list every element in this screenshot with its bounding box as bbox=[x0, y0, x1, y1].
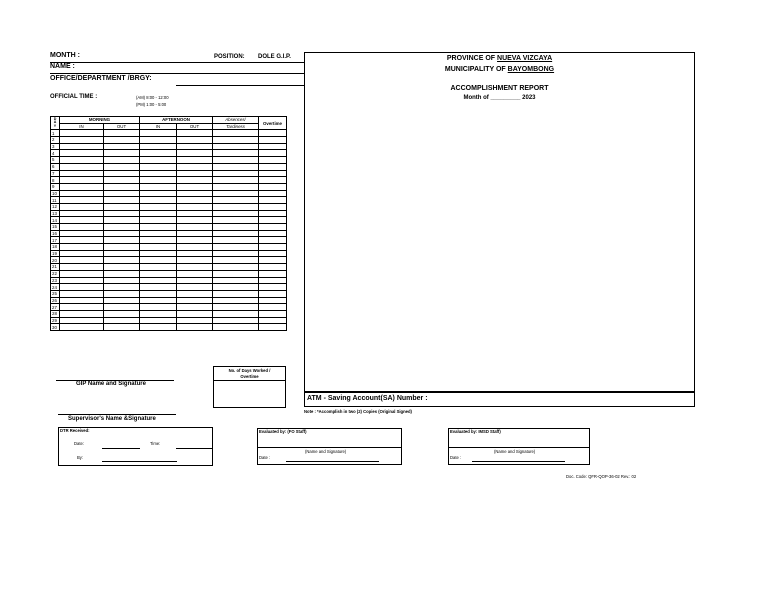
morning-in-cell[interactable] bbox=[60, 317, 104, 324]
morning-in-cell[interactable] bbox=[60, 324, 104, 331]
afternoon-out-cell[interactable] bbox=[177, 197, 213, 204]
morning-out-cell[interactable] bbox=[104, 250, 140, 257]
office-field-line bbox=[176, 85, 304, 86]
afternoon-out-cell[interactable] bbox=[177, 137, 213, 144]
afternoon-in-header: IN bbox=[140, 123, 177, 130]
supervisor-signature-label: Supervisor's Name &Signature bbox=[68, 416, 156, 422]
day-cell: 9 bbox=[51, 183, 60, 190]
afternoon-out-cell[interactable] bbox=[177, 230, 213, 237]
afternoon-out-header: OUT bbox=[177, 123, 213, 130]
overtime-cell[interactable] bbox=[259, 290, 287, 297]
day-cell: 20 bbox=[51, 257, 60, 264]
afternoon-in-cell[interactable] bbox=[140, 257, 177, 264]
absences-cell[interactable] bbox=[213, 324, 259, 331]
overtime-cell[interactable] bbox=[259, 137, 287, 144]
afternoon-out-cell[interactable] bbox=[177, 317, 213, 324]
report-title: ACCOMPLISHMENT REPORT bbox=[450, 85, 549, 92]
absences-cell[interactable] bbox=[213, 217, 259, 224]
morning-out-cell[interactable] bbox=[104, 130, 140, 137]
morning-out-cell[interactable] bbox=[104, 230, 140, 237]
municipality-name: BAYOMBONG bbox=[507, 66, 555, 73]
overtime-cell[interactable] bbox=[259, 197, 287, 204]
absences-cell[interactable] bbox=[213, 210, 259, 217]
table-row bbox=[51, 157, 287, 164]
morning-in-cell[interactable] bbox=[60, 210, 104, 217]
overtime-cell[interactable] bbox=[259, 264, 287, 271]
table-row bbox=[51, 197, 287, 204]
afternoon-header: AFTERNOON bbox=[140, 117, 213, 124]
month-of: Month of _________ 2023 bbox=[463, 95, 536, 101]
morning-out-cell[interactable] bbox=[104, 177, 140, 184]
atm-label: ATM - Saving Account(SA) Number : bbox=[307, 395, 428, 402]
dtr-by-label: By: bbox=[77, 455, 84, 460]
morning-out-cell[interactable] bbox=[104, 264, 140, 271]
pm-time: (PM) 1:00 - 5:00 bbox=[136, 102, 167, 107]
imsd-name-signature: (Name and Signature) bbox=[494, 449, 536, 454]
morning-in-header: IN bbox=[60, 123, 104, 130]
afternoon-out-cell[interactable] bbox=[177, 250, 213, 257]
afternoon-out-cell[interactable] bbox=[177, 150, 213, 157]
afternoon-in-cell[interactable] bbox=[140, 190, 177, 197]
morning-in-cell[interactable] bbox=[60, 277, 104, 284]
afternoon-in-cell[interactable] bbox=[140, 250, 177, 257]
day-cell: 29 bbox=[51, 317, 60, 324]
table-row bbox=[51, 217, 287, 224]
divider bbox=[448, 447, 590, 448]
afternoon-in-cell[interactable] bbox=[140, 137, 177, 144]
afternoon-in-cell[interactable] bbox=[140, 290, 177, 297]
day-cell: 18 bbox=[51, 244, 60, 251]
fo-name-signature: (Name and Signature) bbox=[305, 449, 347, 454]
morning-out-cell[interactable] bbox=[104, 297, 140, 304]
morning-in-cell[interactable] bbox=[60, 244, 104, 251]
table-row bbox=[51, 230, 287, 237]
position-label: POSITION: bbox=[214, 54, 245, 60]
table-row bbox=[51, 137, 287, 144]
afternoon-in-cell[interactable] bbox=[140, 297, 177, 304]
morning-out-cell[interactable] bbox=[104, 170, 140, 177]
morning-out-cell[interactable] bbox=[104, 317, 140, 324]
absences-cell[interactable] bbox=[213, 224, 259, 231]
table-row bbox=[51, 190, 287, 197]
table-row bbox=[51, 183, 287, 190]
overtime-cell[interactable] bbox=[259, 190, 287, 197]
month-label: MONTH : bbox=[50, 52, 80, 59]
table-row bbox=[51, 177, 287, 184]
morning-in-cell[interactable] bbox=[60, 304, 104, 311]
day-cell: 27 bbox=[51, 304, 60, 311]
afternoon-out-cell[interactable] bbox=[177, 210, 213, 217]
morning-in-cell[interactable] bbox=[60, 137, 104, 144]
morning-out-cell[interactable] bbox=[104, 150, 140, 157]
fo-date-label: Date : bbox=[259, 455, 271, 460]
table-row bbox=[51, 237, 287, 244]
morning-out-cell[interactable] bbox=[104, 304, 140, 311]
afternoon-in-cell[interactable] bbox=[140, 237, 177, 244]
absences-cell[interactable] bbox=[213, 137, 259, 144]
afternoon-in-cell[interactable] bbox=[140, 284, 177, 291]
afternoon-in-cell[interactable] bbox=[140, 310, 177, 317]
absences-cell[interactable] bbox=[213, 237, 259, 244]
divider bbox=[257, 447, 402, 448]
absences-cell[interactable] bbox=[213, 244, 259, 251]
morning-in-cell[interactable] bbox=[60, 237, 104, 244]
imsd-signature-line bbox=[472, 461, 565, 462]
position-value: DOLE G.I.P. bbox=[258, 54, 291, 60]
morning-in-cell[interactable] bbox=[60, 297, 104, 304]
afternoon-out-cell[interactable] bbox=[177, 290, 213, 297]
tardiness-header: Tardiness bbox=[213, 123, 259, 130]
afternoon-out-cell[interactable] bbox=[177, 130, 213, 137]
accomplishment-panel bbox=[304, 52, 695, 392]
table-row bbox=[51, 203, 287, 210]
overtime-cell[interactable] bbox=[259, 297, 287, 304]
absences-cell[interactable] bbox=[213, 304, 259, 311]
morning-in-cell[interactable] bbox=[60, 290, 104, 297]
table-row bbox=[51, 284, 287, 291]
morning-header: MORNING bbox=[60, 117, 140, 124]
absences-cell[interactable] bbox=[213, 257, 259, 264]
day-cell: 7 bbox=[51, 170, 60, 177]
gip-signature-label: GIP Name and Signature bbox=[76, 381, 146, 387]
day-cell: 25 bbox=[51, 290, 60, 297]
day-cell: 21 bbox=[51, 264, 60, 271]
morning-in-cell[interactable] bbox=[60, 224, 104, 231]
overtime-cell[interactable] bbox=[259, 210, 287, 217]
absences-cell[interactable] bbox=[213, 310, 259, 317]
overtime-cell[interactable] bbox=[259, 270, 287, 277]
municipality-line bbox=[304, 66, 695, 73]
afternoon-out-cell[interactable] bbox=[177, 157, 213, 164]
afternoon-out-cell[interactable] bbox=[177, 324, 213, 331]
absences-cell[interactable] bbox=[213, 284, 259, 291]
afternoon-out-cell[interactable] bbox=[177, 284, 213, 291]
day-cell: 4 bbox=[51, 150, 60, 157]
absences-cell[interactable] bbox=[213, 203, 259, 210]
afternoon-out-cell[interactable] bbox=[177, 270, 213, 277]
overtime-cell[interactable] bbox=[259, 177, 287, 184]
morning-out-cell[interactable] bbox=[104, 224, 140, 231]
days-worked-label: No. of Days Worked / bbox=[228, 368, 271, 373]
province-name: NUEVA VIZCAYA bbox=[497, 55, 553, 62]
note-text: Note : *Accomplish in two (2) Copies (Original Signed) bbox=[304, 409, 412, 414]
morning-out-cell[interactable] bbox=[104, 203, 140, 210]
afternoon-in-cell[interactable] bbox=[140, 197, 177, 204]
morning-out-header: OUT bbox=[104, 123, 140, 130]
morning-in-cell[interactable] bbox=[60, 264, 104, 271]
afternoon-out-cell[interactable] bbox=[177, 237, 213, 244]
province-prefix: PROVINCE OF bbox=[446, 55, 498, 62]
dtr-date-line bbox=[102, 448, 140, 449]
dtr-time-label: Time: bbox=[150, 441, 161, 446]
overtime-cell[interactable] bbox=[259, 170, 287, 177]
absences-cell[interactable] bbox=[213, 290, 259, 297]
morning-out-cell[interactable] bbox=[104, 163, 140, 170]
afternoon-out-cell[interactable] bbox=[177, 244, 213, 251]
overtime-cell[interactable] bbox=[259, 230, 287, 237]
morning-out-cell[interactable] bbox=[104, 237, 140, 244]
table-row bbox=[51, 170, 287, 177]
afternoon-in-cell[interactable] bbox=[140, 244, 177, 251]
table-row bbox=[51, 257, 287, 264]
morning-in-cell[interactable] bbox=[60, 190, 104, 197]
table-row bbox=[51, 210, 287, 217]
afternoon-in-cell[interactable] bbox=[140, 264, 177, 271]
afternoon-out-cell[interactable] bbox=[177, 310, 213, 317]
afternoon-out-cell[interactable] bbox=[177, 257, 213, 264]
overtime-cell[interactable] bbox=[259, 257, 287, 264]
afternoon-in-cell[interactable] bbox=[140, 143, 177, 150]
morning-in-cell[interactable] bbox=[60, 250, 104, 257]
afternoon-in-cell[interactable] bbox=[140, 270, 177, 277]
dtr-table bbox=[50, 116, 287, 331]
afternoon-out-cell[interactable] bbox=[177, 163, 213, 170]
afternoon-in-cell[interactable] bbox=[140, 130, 177, 137]
afternoon-in-cell[interactable] bbox=[140, 210, 177, 217]
morning-in-cell[interactable] bbox=[60, 183, 104, 190]
dtr-received-label: DTR Received: bbox=[60, 428, 90, 433]
overtime-cell[interactable] bbox=[259, 324, 287, 331]
day-header: D A Y bbox=[51, 117, 60, 130]
day-cell: 28 bbox=[51, 310, 60, 317]
day-cell: 2 bbox=[51, 137, 60, 144]
overtime-cell[interactable] bbox=[259, 277, 287, 284]
day-cell: 1 bbox=[51, 130, 60, 137]
afternoon-in-cell[interactable] bbox=[140, 183, 177, 190]
table-row bbox=[51, 143, 287, 150]
overtime-cell[interactable] bbox=[259, 317, 287, 324]
table-row bbox=[51, 317, 287, 324]
afternoon-out-cell[interactable] bbox=[177, 143, 213, 150]
absences-cell[interactable] bbox=[213, 230, 259, 237]
fo-signature-line bbox=[286, 461, 379, 462]
municipality-prefix: MUNICIPALITY OF bbox=[444, 66, 508, 73]
overtime-cell[interactable] bbox=[259, 150, 287, 157]
morning-out-cell[interactable] bbox=[104, 197, 140, 204]
overtime-cell[interactable] bbox=[259, 143, 287, 150]
table-row bbox=[51, 163, 287, 170]
morning-in-cell[interactable] bbox=[60, 163, 104, 170]
morning-in-cell[interactable] bbox=[60, 310, 104, 317]
evaluated-imsd-label: Evaluated by: IMSD Staff) bbox=[450, 429, 501, 434]
afternoon-out-cell[interactable] bbox=[177, 183, 213, 190]
afternoon-out-cell[interactable] bbox=[177, 264, 213, 271]
morning-out-cell[interactable] bbox=[104, 324, 140, 331]
table-row bbox=[51, 270, 287, 277]
table-row bbox=[51, 290, 287, 297]
morning-in-cell[interactable] bbox=[60, 170, 104, 177]
office-label: OFFICE/DEPARTMENT /BRGY: bbox=[50, 75, 152, 82]
overtime-cell[interactable] bbox=[259, 250, 287, 257]
dtr-date-label: Date: bbox=[74, 441, 85, 446]
day-cell: 17 bbox=[51, 237, 60, 244]
province-line bbox=[304, 55, 695, 62]
dtr-by-line bbox=[102, 461, 177, 462]
evaluated-fo-label: Evaluated by: (FO Staff) bbox=[259, 429, 307, 434]
table-row bbox=[51, 304, 287, 311]
official-time-label: OFFICIAL TIME : bbox=[50, 94, 98, 100]
overtime-cell[interactable] bbox=[259, 237, 287, 244]
overtime-header: Overtime bbox=[259, 117, 287, 130]
absences-cell[interactable] bbox=[213, 270, 259, 277]
morning-in-cell[interactable] bbox=[60, 150, 104, 157]
afternoon-in-cell[interactable] bbox=[140, 170, 177, 177]
afternoon-in-cell[interactable] bbox=[140, 277, 177, 284]
morning-in-cell[interactable] bbox=[60, 130, 104, 137]
morning-out-cell[interactable] bbox=[104, 310, 140, 317]
absences-cell[interactable] bbox=[213, 177, 259, 184]
overtime-cell[interactable] bbox=[259, 217, 287, 224]
day-cell: 3 bbox=[51, 143, 60, 150]
day-cell: 11 bbox=[51, 197, 60, 204]
morning-out-cell[interactable] bbox=[104, 143, 140, 150]
overtime-cell[interactable] bbox=[259, 130, 287, 137]
overtime-cell[interactable] bbox=[259, 157, 287, 164]
doc-code: Doc. Code: QFR-QOP-36-02 Rev.: 02 bbox=[566, 474, 637, 479]
morning-out-cell[interactable] bbox=[104, 290, 140, 297]
day-cell: 15 bbox=[51, 224, 60, 231]
absences-cell[interactable] bbox=[213, 277, 259, 284]
table-row bbox=[51, 324, 287, 331]
overtime-cell[interactable] bbox=[259, 244, 287, 251]
table-row bbox=[51, 310, 287, 317]
afternoon-out-cell[interactable] bbox=[177, 297, 213, 304]
afternoon-in-cell[interactable] bbox=[140, 317, 177, 324]
overtime-cell[interactable] bbox=[259, 304, 287, 311]
morning-out-cell[interactable] bbox=[104, 190, 140, 197]
table-row bbox=[51, 264, 287, 271]
afternoon-in-cell[interactable] bbox=[140, 177, 177, 184]
morning-in-cell[interactable] bbox=[60, 230, 104, 237]
day-cell: 5 bbox=[51, 157, 60, 164]
overtime-cell[interactable] bbox=[259, 284, 287, 291]
table-row bbox=[51, 250, 287, 257]
afternoon-in-cell[interactable] bbox=[140, 224, 177, 231]
divider bbox=[213, 380, 286, 381]
absences-cell[interactable] bbox=[213, 317, 259, 324]
dtr-time-line bbox=[176, 448, 213, 449]
afternoon-out-cell[interactable] bbox=[177, 304, 213, 311]
day-cell: 14 bbox=[51, 217, 60, 224]
overtime-cell[interactable] bbox=[259, 163, 287, 170]
morning-out-cell[interactable] bbox=[104, 183, 140, 190]
afternoon-out-cell[interactable] bbox=[177, 277, 213, 284]
am-time: (AM) 8:00 - 12:00 bbox=[136, 95, 169, 100]
divider bbox=[50, 73, 304, 74]
absences-header: Absences/ bbox=[213, 117, 259, 124]
overtime-cell[interactable] bbox=[259, 224, 287, 231]
afternoon-out-cell[interactable] bbox=[177, 170, 213, 177]
absences-cell[interactable] bbox=[213, 197, 259, 204]
day-cell: 23 bbox=[51, 277, 60, 284]
morning-in-cell[interactable] bbox=[60, 257, 104, 264]
afternoon-in-cell[interactable] bbox=[140, 324, 177, 331]
day-cell: 26 bbox=[51, 297, 60, 304]
absences-cell[interactable] bbox=[213, 157, 259, 164]
absences-cell[interactable] bbox=[213, 297, 259, 304]
day-cell: 16 bbox=[51, 230, 60, 237]
morning-in-cell[interactable] bbox=[60, 270, 104, 277]
supervisor-signature-line bbox=[58, 414, 176, 415]
table-row bbox=[51, 244, 287, 251]
afternoon-in-cell[interactable] bbox=[140, 150, 177, 157]
morning-out-cell[interactable] bbox=[104, 210, 140, 217]
overtime-cell[interactable] bbox=[259, 183, 287, 190]
morning-in-cell[interactable] bbox=[60, 157, 104, 164]
afternoon-out-cell[interactable] bbox=[177, 203, 213, 210]
absences-cell[interactable] bbox=[213, 264, 259, 271]
morning-out-cell[interactable] bbox=[104, 244, 140, 251]
absences-cell[interactable] bbox=[213, 190, 259, 197]
day-cell: 8 bbox=[51, 177, 60, 184]
absences-cell[interactable] bbox=[213, 150, 259, 157]
morning-out-cell[interactable] bbox=[104, 270, 140, 277]
morning-in-cell[interactable] bbox=[60, 197, 104, 204]
absences-cell[interactable] bbox=[213, 183, 259, 190]
morning-in-cell[interactable] bbox=[60, 177, 104, 184]
table-row bbox=[51, 277, 287, 284]
day-cell: 24 bbox=[51, 284, 60, 291]
table-row bbox=[51, 150, 287, 157]
table-row bbox=[51, 297, 287, 304]
morning-out-cell[interactable] bbox=[104, 284, 140, 291]
absences-cell[interactable] bbox=[213, 250, 259, 257]
afternoon-out-cell[interactable] bbox=[177, 177, 213, 184]
table-row bbox=[51, 130, 287, 137]
afternoon-in-cell[interactable] bbox=[140, 304, 177, 311]
morning-in-cell[interactable] bbox=[60, 284, 104, 291]
day-cell: 6 bbox=[51, 163, 60, 170]
overtime-label: Overtime bbox=[240, 374, 259, 379]
overtime-cell[interactable] bbox=[259, 203, 287, 210]
name-label: NAME : bbox=[50, 63, 75, 70]
afternoon-in-cell[interactable] bbox=[140, 163, 177, 170]
divider bbox=[50, 62, 304, 63]
overtime-cell[interactable] bbox=[259, 310, 287, 317]
day-cell: 10 bbox=[51, 190, 60, 197]
afternoon-out-cell[interactable] bbox=[177, 224, 213, 231]
afternoon-out-cell[interactable] bbox=[177, 217, 213, 224]
table-row bbox=[51, 224, 287, 231]
morning-out-cell[interactable] bbox=[104, 137, 140, 144]
morning-in-cell[interactable] bbox=[60, 217, 104, 224]
day-cell: 19 bbox=[51, 250, 60, 257]
afternoon-in-cell[interactable] bbox=[140, 230, 177, 237]
absences-cell[interactable] bbox=[213, 170, 259, 177]
day-cell: 30 bbox=[51, 324, 60, 331]
day-cell: 12 bbox=[51, 203, 60, 210]
morning-out-cell[interactable] bbox=[104, 277, 140, 284]
absences-cell[interactable] bbox=[213, 143, 259, 150]
morning-out-cell[interactable] bbox=[104, 157, 140, 164]
afternoon-in-cell[interactable] bbox=[140, 157, 177, 164]
morning-in-cell[interactable] bbox=[60, 143, 104, 150]
afternoon-in-cell[interactable] bbox=[140, 203, 177, 210]
morning-out-cell[interactable] bbox=[104, 217, 140, 224]
afternoon-in-cell[interactable] bbox=[140, 217, 177, 224]
morning-out-cell[interactable] bbox=[104, 257, 140, 264]
day-cell: 13 bbox=[51, 210, 60, 217]
imsd-date-label: Date : bbox=[450, 455, 462, 460]
absences-cell[interactable] bbox=[213, 163, 259, 170]
morning-in-cell[interactable] bbox=[60, 203, 104, 210]
day-cell: 22 bbox=[51, 270, 60, 277]
absences-cell[interactable] bbox=[213, 130, 259, 137]
afternoon-out-cell[interactable] bbox=[177, 190, 213, 197]
